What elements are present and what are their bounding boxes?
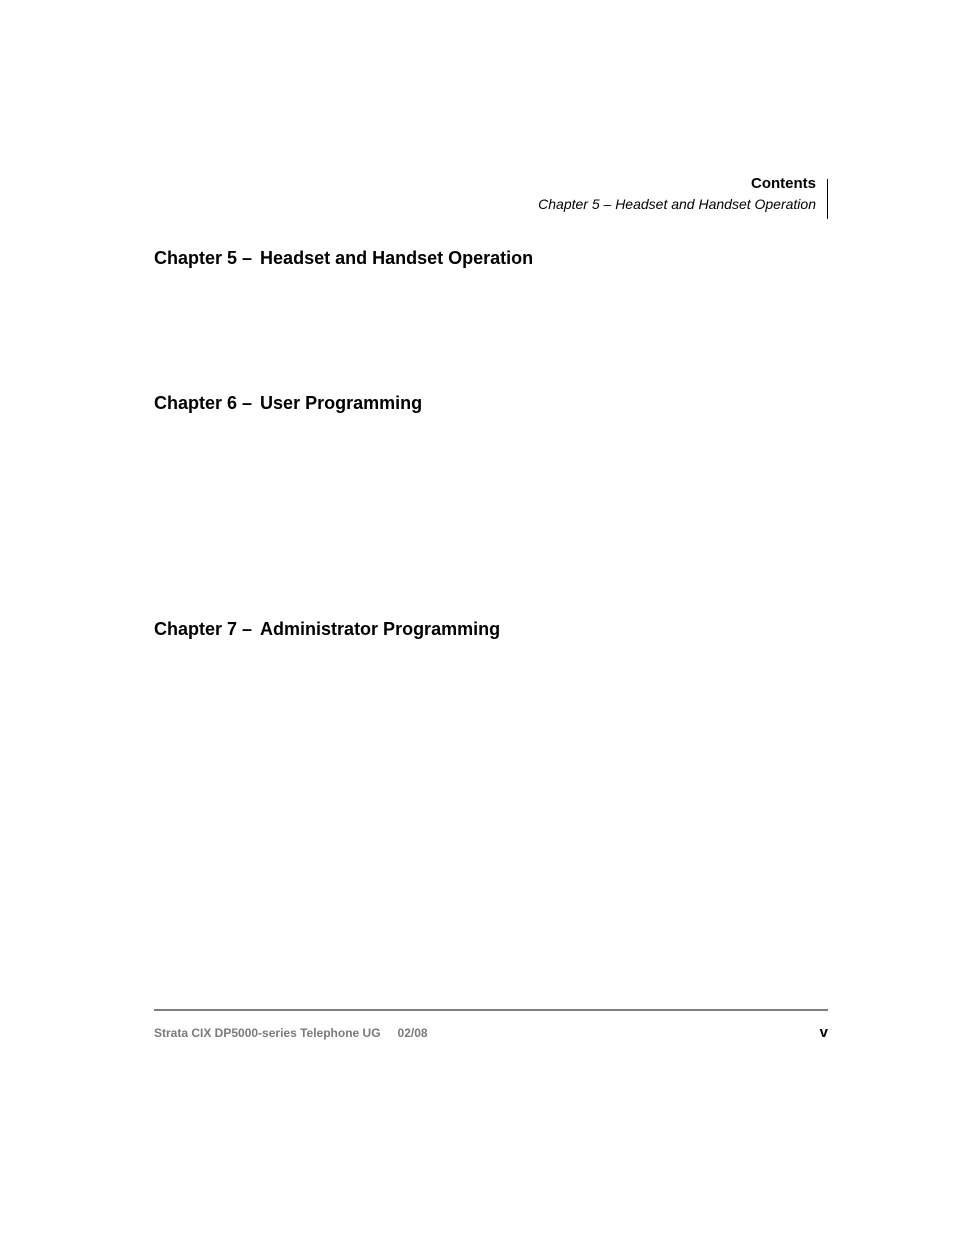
footer-document-title: Strata CIX DP5000-series Telephone UG [154,1026,381,1040]
running-header-title: Contents [751,175,816,192]
chapter-number: Chapter 6 [154,393,238,413]
chapter-dash: – [242,393,253,413]
chapter-title: Headset and Handset Operation [260,248,534,268]
chapter-number: Chapter 5 [154,248,238,268]
running-header-subtitle: Chapter 5 – Headset and Handset Operation [538,196,816,212]
chapter-number: Chapter 7 [154,619,238,639]
chapter-heading-7 [154,620,500,638]
footer-date: 02/08 [397,1026,428,1040]
footer-document-info [154,1027,428,1039]
chapter-heading-6 [154,394,422,412]
chapter-dash: – [242,248,253,268]
chapter-dash: – [242,619,253,639]
footer-rule [154,1009,828,1011]
chapter-heading-5 [154,249,533,267]
header-vertical-rule [827,179,828,219]
running-header [538,176,816,211]
chapter-title: Administrator Programming [260,619,501,639]
page-number: v [819,1024,828,1041]
chapter-title: User Programming [260,393,423,413]
